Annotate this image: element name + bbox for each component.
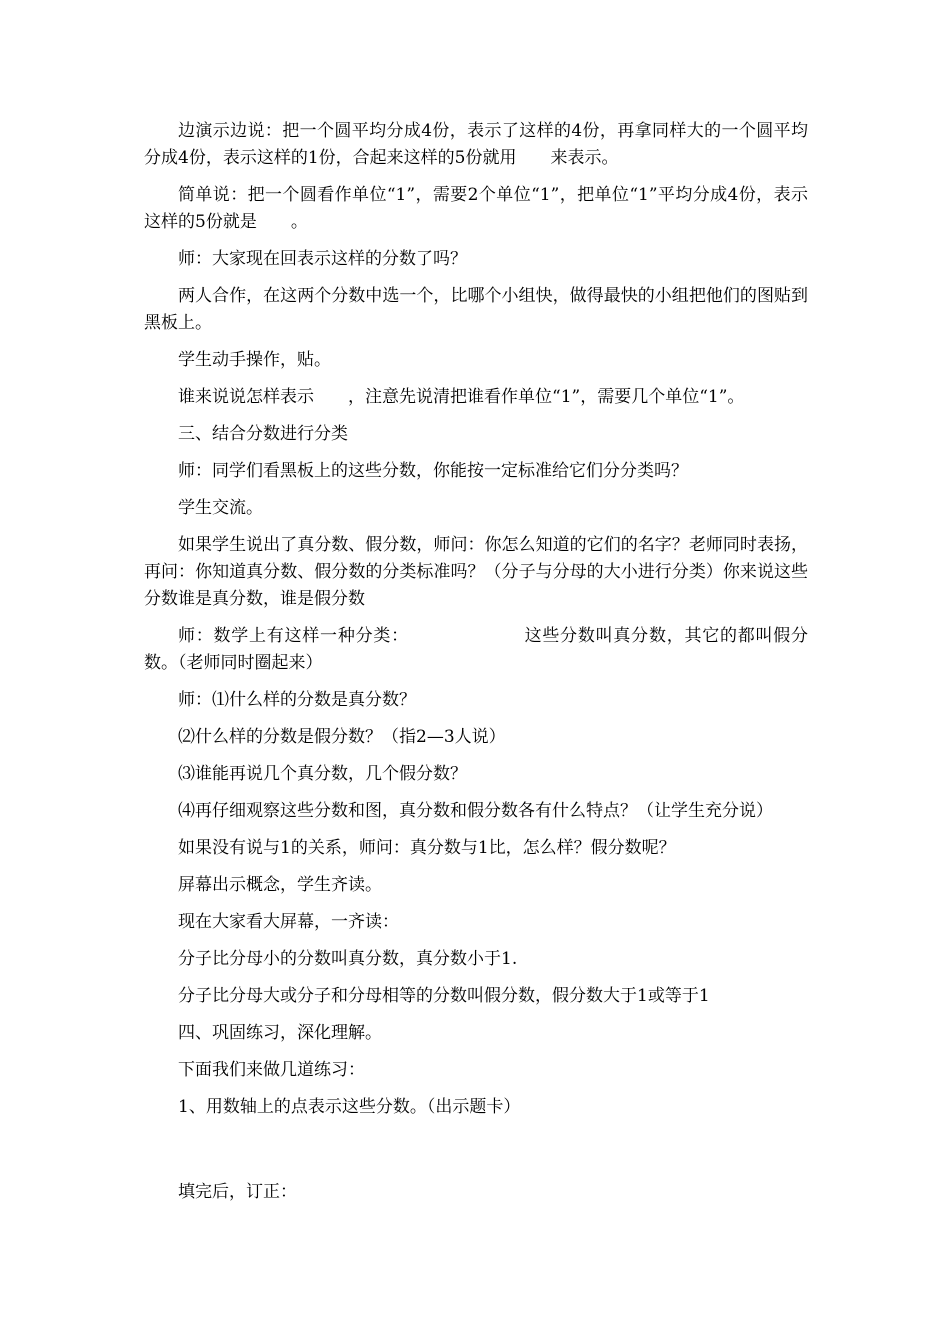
paragraph: 两人合作，在这两个分数中选一个，比哪个小组快，做得最快的小组把他们的图贴到黑板上。 xyxy=(144,286,808,333)
paragraph: 如果没有说与1的关系，师问：真分数与1比，怎么样？假分数呢？ xyxy=(178,838,676,858)
paragraph: 下面我们来做几道练习： xyxy=(178,1060,365,1080)
section-heading: 三、结合分数进行分类 xyxy=(178,424,348,444)
document-body xyxy=(144,118,808,1206)
paragraph: 师：数学上有这样一种分类： 这些分数叫真分数，其它的都叫假分数。（老师同时圈起来） xyxy=(144,626,808,673)
definition: 分子比分母小的分数叫真分数，真分数小于1. xyxy=(178,949,518,969)
paragraph: 填完后，订正： xyxy=(178,1182,297,1202)
paragraph: 现在大家看大屏幕，一齐读： xyxy=(178,912,399,932)
paragraph: 屏幕出示概念，学生齐读。 xyxy=(178,875,382,895)
exercise-item: 1、用数轴上的点表示这些分数。（出示题卡） xyxy=(178,1097,521,1117)
paragraph: 师：⑴什么样的分数是真分数？ xyxy=(178,690,416,710)
paragraph: 如果学生说出了真分数、假分数，师问：你怎么知道的它们的名字？老师同时表扬，再问：你知道真分数、假分数的分类标准吗？（分子与分母的大小进行分类）你来说这些分数谁是真分数，谁是假分数 xyxy=(144,535,808,609)
paragraph: 边演示边说：把一个圆平均分成4份，表示了这样的4份，再拿同样大的一个圆平均分成4份，表示这样的1份，合起来这样的5份就用 来表示。 xyxy=(144,121,808,168)
section-heading: 四、巩固练习，深化理解。 xyxy=(178,1023,382,1043)
paragraph: 学生动手操作，贴。 xyxy=(178,350,331,370)
paragraph: 谁来说说怎样表示 ，注意先说清把谁看作单位“1”，需要几个单位“1”。 xyxy=(178,387,745,407)
paragraph: 师：同学们看黑板上的这些分数，你能按一定标准给它们分分类吗？ xyxy=(178,461,688,481)
paragraph: 师：大家现在回表示这样的分数了吗？ xyxy=(178,249,467,269)
paragraph: 学生交流。 xyxy=(178,498,263,518)
paragraph: ⑶谁能再说几个真分数，几个假分数？ xyxy=(178,764,467,784)
paragraph: ⑷再仔细观察这些分数和图，真分数和假分数各有什么特点？（让学生充分说） xyxy=(178,801,773,821)
paragraph: ⑵什么样的分数是假分数？（指2—3人说） xyxy=(178,727,506,747)
definition: 分子比分母大或分子和分母相等的分数叫假分数，假分数大于1或等于1 xyxy=(178,986,710,1006)
paragraph: 简单说：把一个圆看作单位“1”，需要2个单位“1”，把单位“1”平均分成4份，表示这样的5份就是 。 xyxy=(144,185,808,232)
